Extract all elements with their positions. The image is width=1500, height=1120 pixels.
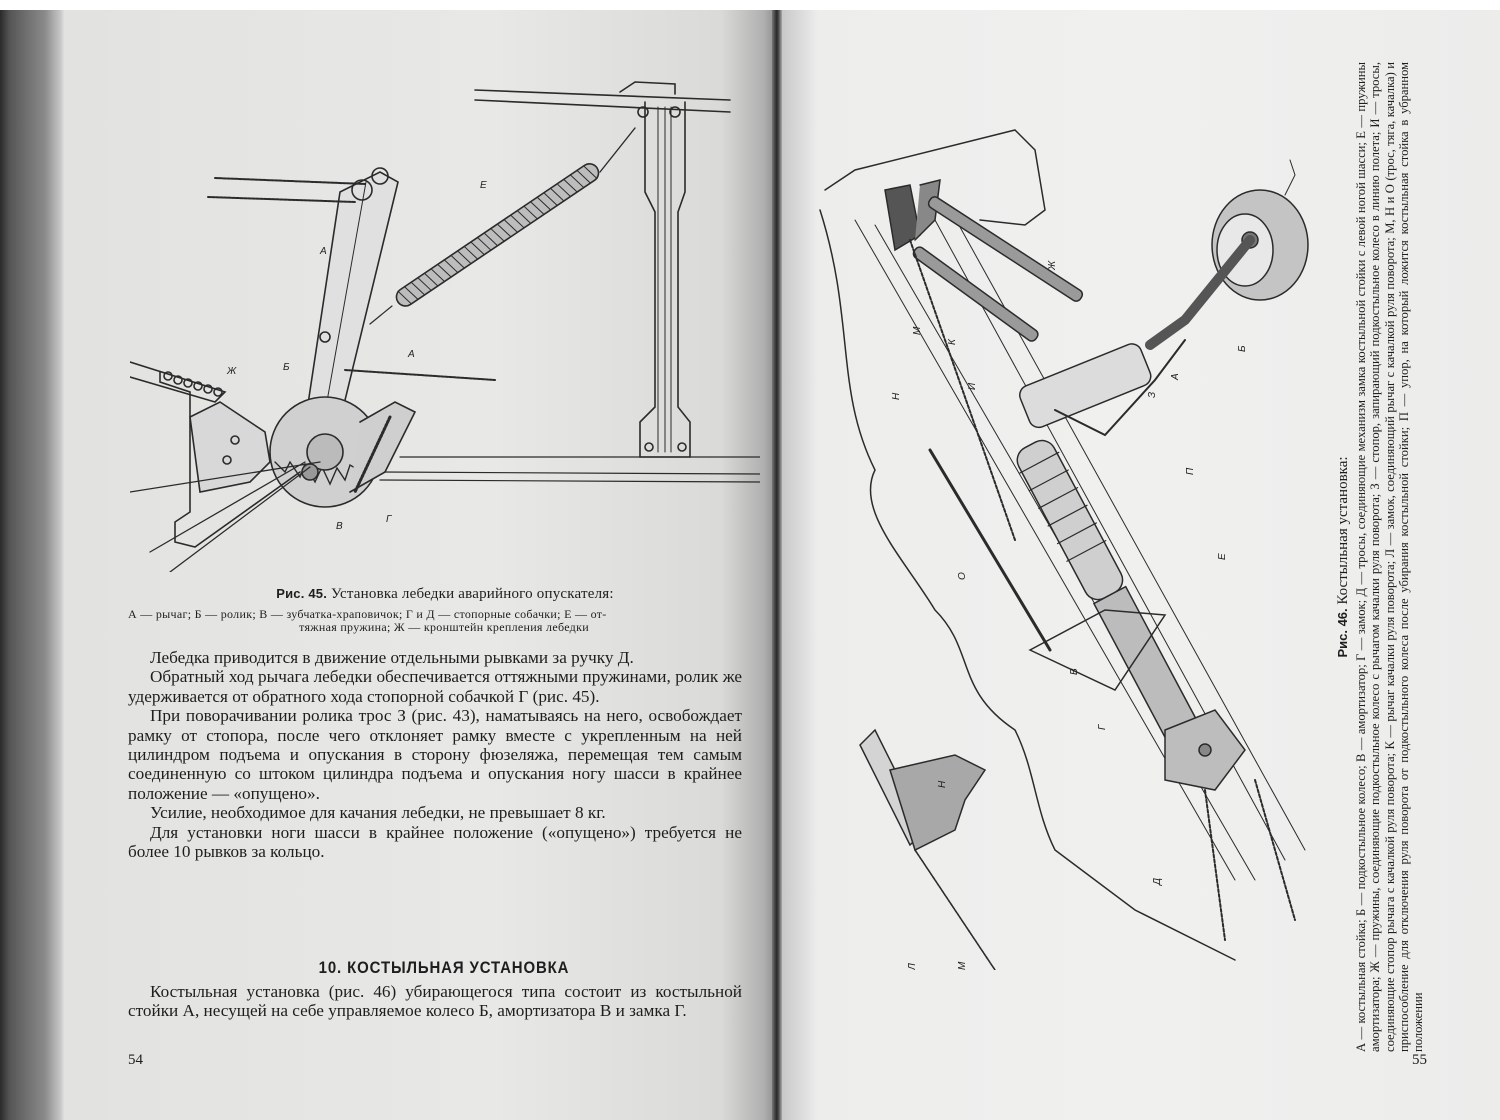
paragraph: Для установки ноги шасси в крайнее положение («опущено») требуется не более 10 рывков за кольцо.: [128, 822, 742, 862]
figure-45-caption-title: [130, 586, 760, 603]
paragraph: Лебедка приводится в движение отдельными рывками за ручку Д.: [150, 648, 634, 667]
figure-46-caption: [1336, 62, 1436, 1052]
figure-46-title: Костыльная установка:: [1335, 456, 1351, 605]
fig46-label-i: И: [967, 382, 978, 390]
fig45-label-a-lower: А: [408, 349, 415, 360]
paragraph: Обратный ход рычага лебедки обеспечивается оттяжными пружинами, ролик же удерживается от обратного хода стопорной собачкой Г (рис. 45).: [128, 667, 742, 706]
fig45-label-e: Е: [480, 180, 487, 191]
fig46-label-p: П: [1185, 467, 1196, 475]
fig46-label-zh: Ж: [1047, 260, 1058, 270]
figure-46-caption-title: [1336, 62, 1350, 1052]
figure-45-legend-line1: А — рычаг; Б — ролик; В — зубчатка-храповичок; Г и Д — стопорные собачки; Е — от-: [128, 607, 607, 621]
book-edge: [0, 10, 64, 1120]
fig45-label-g: Г: [386, 514, 392, 525]
figure-45-legend-line2: тяжная пружина; Ж — кронштейн крепления лебедки: [299, 620, 589, 634]
figure-45-title: Установка лебедки аварийного опускателя:: [330, 586, 614, 602]
fig46-label-n-detail: Н: [937, 780, 948, 788]
figure-45-number: Рис. 45.: [276, 586, 328, 601]
fig46-label-b: Б: [1237, 345, 1248, 352]
fig45-label-zh: Ж: [227, 366, 237, 377]
book-spread: [0, 10, 1500, 1120]
fig46-label-k: К: [947, 339, 958, 345]
fig45-label-v: В: [336, 521, 343, 532]
figure-46-labels: [891, 260, 1248, 970]
fig46-label-e: Е: [1217, 553, 1228, 560]
section-heading: 10. КОСТЫЛЬНАЯ УСТАНОВКА: [318, 958, 570, 977]
paragraph: При поворачивании ролика трос З (рис. 43), наматываясь на него, освобождает рамку от стопора, после чего отклоняет рамку вместе с укрепленным на ней цилиндром подъема и опускания в сторону фюзеляжа, перемещая тем самым соединенную со штоком цилиндра подъема и опускания ногу шасси в крайнее положение — «опущено».: [128, 706, 742, 803]
figure-46-number: Рис. 46.: [1335, 608, 1350, 658]
fig46-label-v: В: [1069, 668, 1080, 675]
figure-45-winch-drawing: [130, 72, 760, 572]
fig46-label-d: Д: [1152, 877, 1163, 885]
figure-46-tailskid-drawing: [815, 90, 1325, 970]
fig46-label-m-top: М: [912, 326, 923, 335]
fig46-label-z: З: [1147, 391, 1158, 398]
page-number-right: 55: [1412, 1052, 1427, 1068]
fig46-label-o: О: [957, 572, 968, 580]
paragraph: Костыльная установка (рис. 46) убирающегося типа состоит из костыльной стойки А, несущей на себе управляемое колесо Б, амортизатора В и замка Г.: [128, 982, 742, 1021]
figure-45-legend: [128, 608, 760, 634]
fig46-label-m-detail: М: [957, 961, 968, 970]
body-text-54: [128, 648, 742, 861]
fig45-label-a-top: А: [320, 246, 327, 257]
fig46-label-g: Г: [1097, 724, 1108, 730]
body-text-54-section: [128, 982, 742, 1021]
paragraph: Усилие, необходимое для качания лебедки, не превышает 8 кг.: [150, 803, 606, 823]
figure-46-legend: А — костыльная стойка; Б — подкостыльное колесо; В — амортизатор; Г — замок; Д — тросы, соединяющие механизм замка костыльной стойки с левой ногой шасси; Е — пружины амортизатора; Ж — пружины, соединяющие подкостыльное колесо с рычагом качалки руля поворота; З — стопор, запирающий подкостыльное колесо в линию полета; И — тросы, соединяющие стопор рычага с качалкой руля поворота; К — рычаг качалки руля поворота; Л — замок, соединяющий рычаг с качалкой руля поворота; М, Н и О (трос, тяга, качалка) и приспособление для отключения руля поворота от подкостыльного колеса после убирания костыльной стойки; П — упор, на который ложится костыльная стойка в убранном положении: [1354, 62, 1426, 1052]
fig45-label-b: Б: [283, 362, 290, 373]
page-number-left: 54: [128, 1052, 143, 1068]
fig46-label-a: А: [1170, 373, 1181, 380]
fig46-label-l: Л: [907, 963, 918, 970]
book-gutter: [772, 10, 782, 1120]
fig46-label-n-top: Н: [891, 392, 902, 400]
